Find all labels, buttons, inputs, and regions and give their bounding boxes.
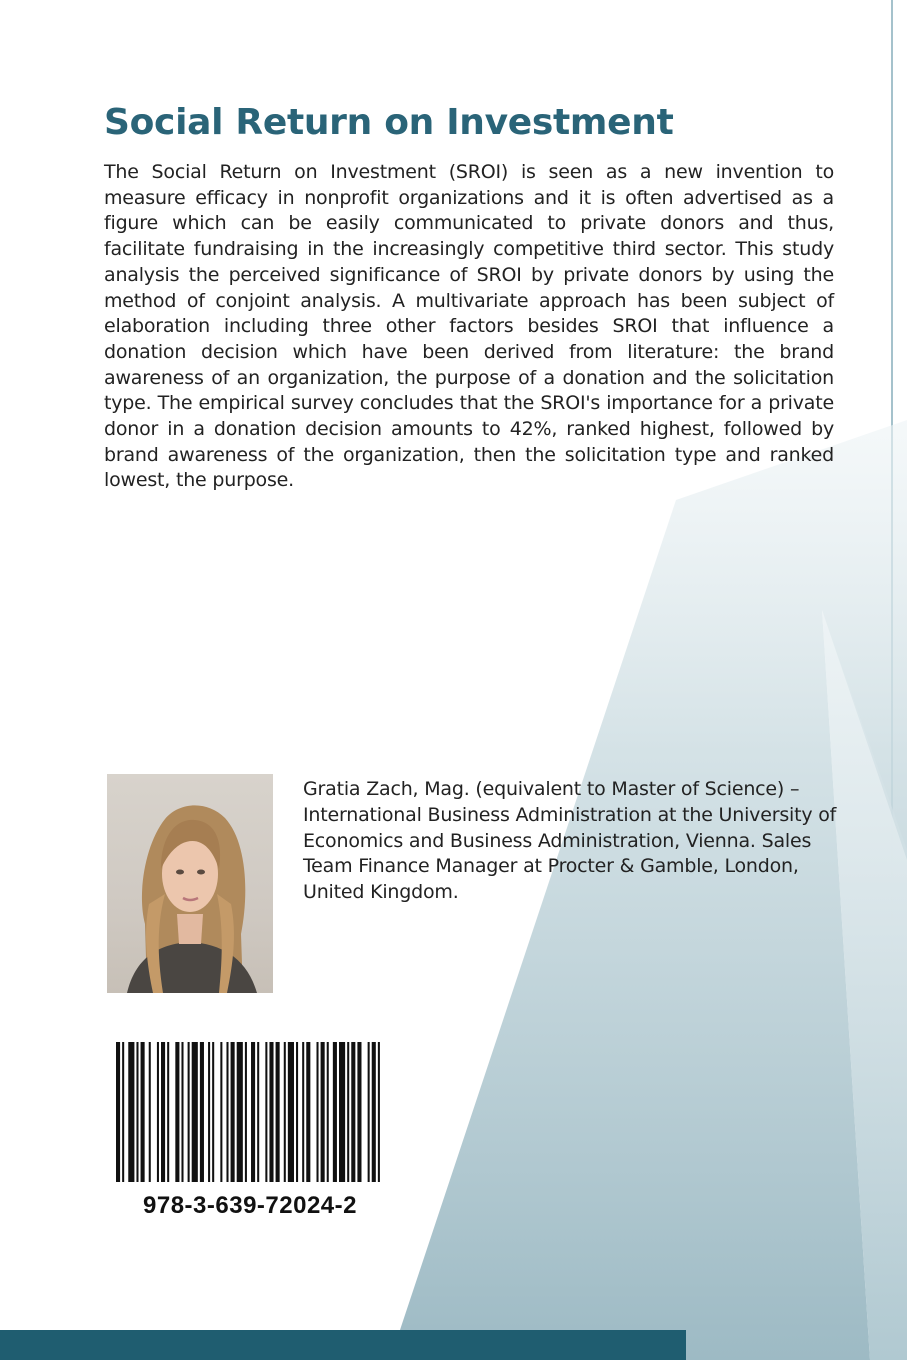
author-bio: Gratia Zach, Mag. (equivalent to Master of Science) – International Business Administration at the University of Economics and Business Administration, Vienna. Sales Team Finance Manager at Procter & Gamble, London, United Kingdom. xyxy=(303,778,837,904)
footer-color-bar xyxy=(0,1330,686,1360)
barcode-icon xyxy=(116,1042,384,1182)
isbn-number: 978-3-639-72024-2 xyxy=(143,1192,357,1219)
author-portrait-icon xyxy=(107,774,273,993)
isbn-barcode xyxy=(104,1028,396,1228)
book-abstract: The Social Return on Investment (SROI) is seen as a new invention to measure efficacy in nonprofit organizations and it is often advertised as a figure which can be easily communicated to private donors and thus, facilitate fundraising in the increasingly competitive third sector. This study analysis the perceived significance of SROI by private donors by using the method of conjoint analysis. A multivariate approach has been subject of elaboration including three other factors besides SROI that influence a donation decision which have been derived from literature: the brand awareness of an organization, the purpose of a donation and the solicitation type. The empirical survey concludes that the SROI's importance for a private donor in a donation decision amounts to 42%, ranked highest, followed by brand awareness of the organization, then the solicitation type and ranked lowest, the purpose. xyxy=(104,161,834,492)
book-title: Social Return on Investment xyxy=(104,102,674,143)
